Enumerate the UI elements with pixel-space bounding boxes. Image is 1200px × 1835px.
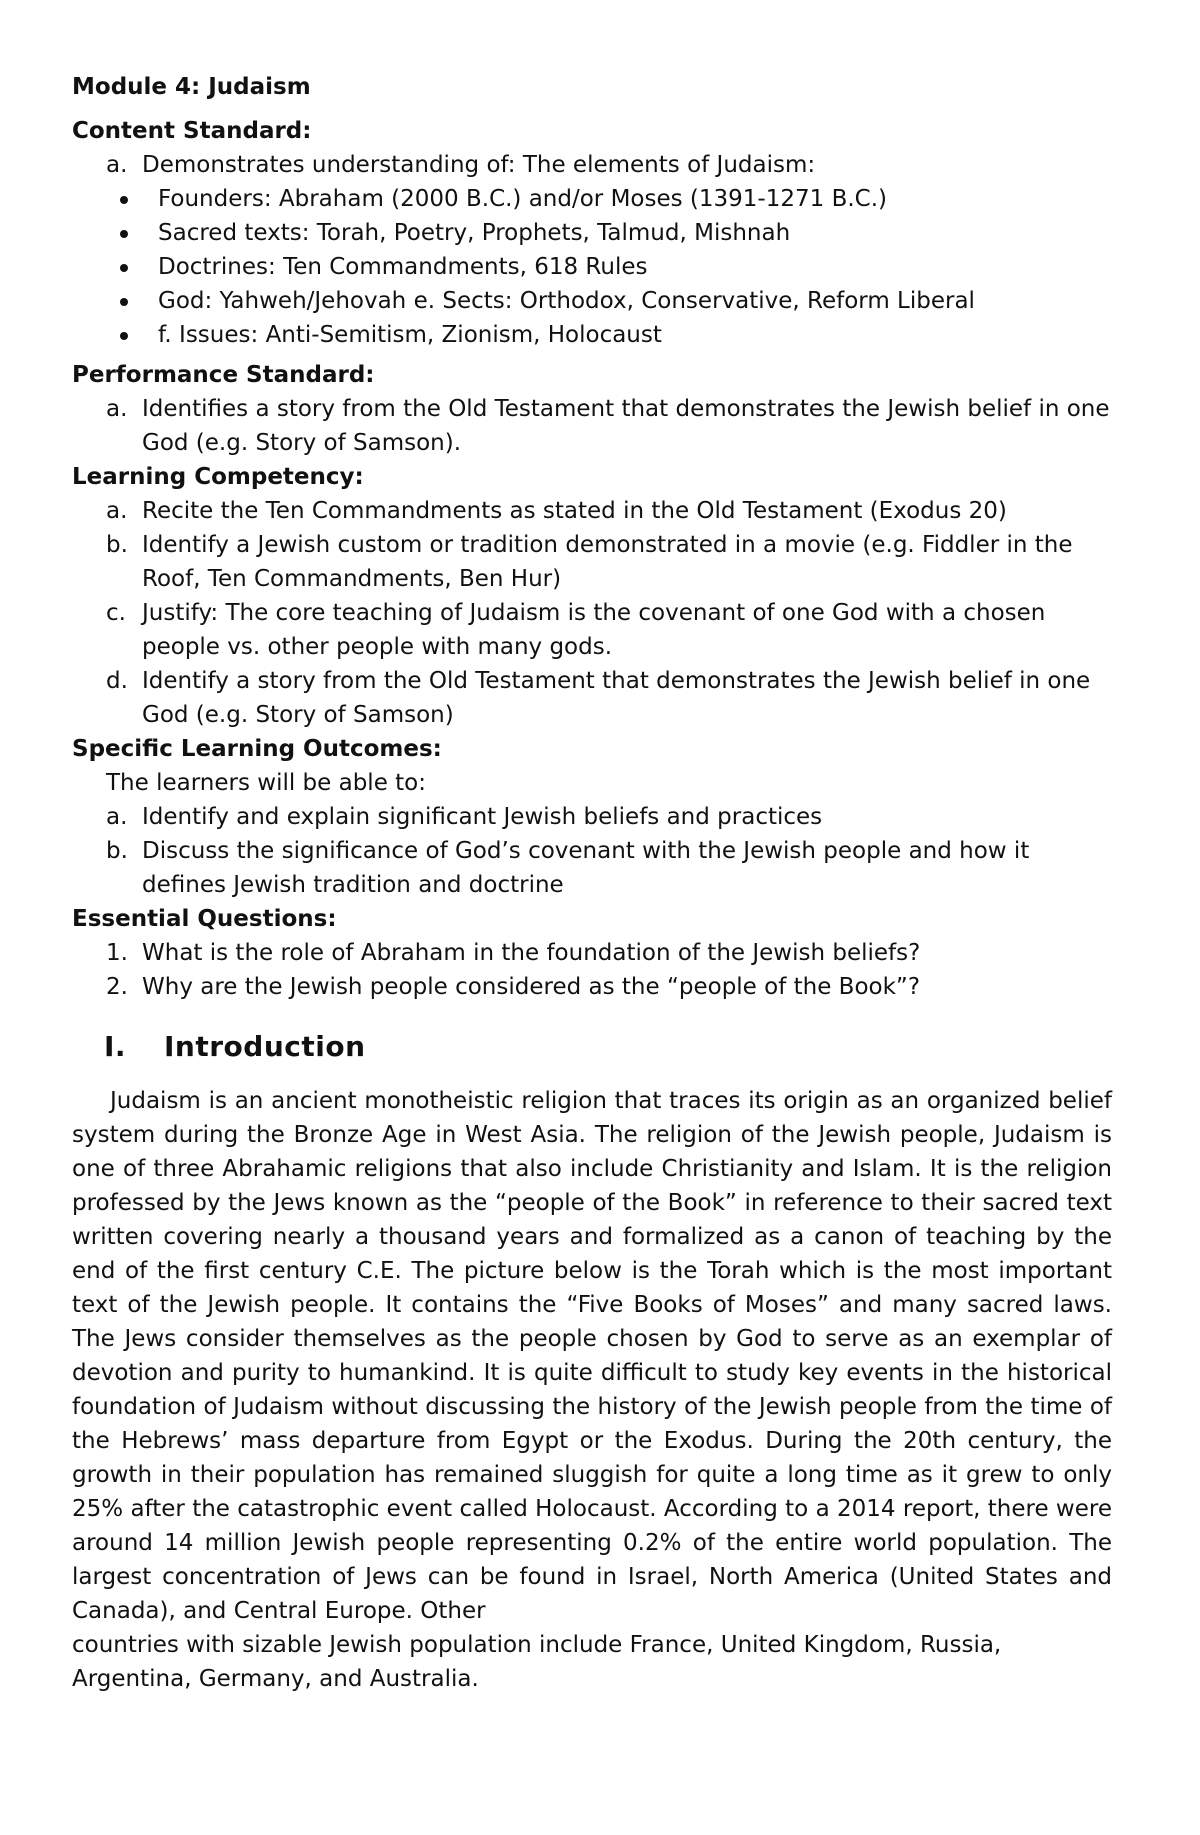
list-marker: 1.	[106, 940, 128, 966]
learning-competency-label: Learning Competency:	[72, 464, 364, 490]
list-marker: b.	[106, 532, 128, 558]
performance-standard-list	[72, 392, 1112, 460]
bullet-item	[112, 318, 1112, 352]
list-item-text: Identify a story from the Old Testament that demonstrates the Jewish belief in one God (e.g. Story of Samson)	[142, 668, 1091, 728]
list-item	[106, 834, 1112, 902]
bullet-item	[112, 216, 1112, 250]
content-standard-list	[72, 148, 1112, 182]
content-standard-bullets	[72, 182, 1112, 352]
list-marker: 2.	[106, 974, 128, 1000]
list-marker: a.	[106, 396, 128, 422]
list-marker: a.	[106, 152, 128, 178]
content-standard-label: Content Standard:	[72, 118, 312, 144]
list-item-text: Demonstrates understanding of: The elements of Judaism:	[142, 152, 816, 178]
list-item-text: Identify a Jewish custom or tradition demonstrated in a movie (e.g. Fiddler in the Roof, Ten Commandments, Ben Hur)	[142, 532, 1073, 592]
list-marker: d.	[106, 668, 128, 694]
essential-questions-list	[72, 936, 1112, 1004]
list-item-text: Identifies a story from the Old Testament that demonstrates the Jewish belief in one God (e.g. Story of Samson).	[142, 396, 1110, 456]
list-item-text: Justify: The core teaching of Judaism is the covenant of one God with a chosen people vs. other people with many gods.	[142, 600, 1046, 660]
list-item-text: Recite the Ten Commandments as stated in the Old Testament (Exodus 20)	[142, 498, 1007, 524]
list-marker: a.	[106, 498, 128, 524]
section-number: I.	[104, 1030, 127, 1063]
list-marker: a.	[106, 804, 128, 830]
bullet-text: Doctrines: Ten Commandments, 618 Rules	[158, 254, 648, 280]
list-marker: b.	[106, 838, 128, 864]
list-item	[106, 392, 1112, 460]
list-item	[106, 528, 1112, 596]
bullet-text: Founders: Abraham (2000 B.C.) and/or Moses (1391-1271 B.C.)	[158, 186, 888, 212]
list-item	[106, 936, 1112, 970]
list-item-text: Why are the Jewish people considered as the “people of the Book”?	[142, 974, 921, 1000]
list-item	[106, 970, 1112, 1004]
bullet-text: f. Issues: Anti-Semitism, Zionism, Holocaust	[158, 322, 662, 348]
section-title: Introduction	[164, 1030, 366, 1063]
essential-questions-label: Essential Questions:	[72, 906, 337, 932]
bullet-item	[112, 284, 1112, 318]
section-heading	[72, 1030, 1112, 1064]
list-item	[106, 664, 1112, 732]
document-body	[72, 70, 1112, 1696]
bullet-item	[112, 182, 1112, 216]
bullet-text: God: Yahweh/Jehovah e. Sects: Orthodox, Conservative, Reform Liberal	[158, 288, 975, 314]
bullet-icon	[120, 264, 128, 272]
list-item	[106, 494, 1112, 528]
learning-competency-list	[72, 494, 1112, 732]
bullet-text: Sacred texts: Torah, Poetry, Prophets, Talmud, Mishnah	[158, 220, 791, 246]
list-item	[106, 148, 1112, 182]
list-item-text: What is the role of Abraham in the foundation of the Jewish beliefs?	[142, 940, 921, 966]
bullet-item	[112, 250, 1112, 284]
list-marker: c.	[106, 600, 126, 626]
specific-outcomes-list	[72, 800, 1112, 902]
list-item-text: Discuss the significance of God’s covenant with the Jewish people and how it defines Jewish tradition and doctrine	[142, 838, 1030, 898]
introduction-paragraph	[72, 1084, 1112, 1628]
module-title: Module 4: Judaism	[72, 74, 311, 100]
list-item	[106, 596, 1112, 664]
specific-outcomes-intro: The learners will be able to:	[106, 770, 426, 796]
bullet-icon	[120, 196, 128, 204]
bullet-icon	[120, 230, 128, 238]
list-item-text: Identify and explain significant Jewish beliefs and practices	[142, 804, 823, 830]
bullet-icon	[120, 298, 128, 306]
introduction-continuation: countries with sizable Jewish population include France, United Kingdom, Russia, Argentina, Germany, and Australia.	[72, 1632, 1002, 1692]
introduction-text: Judaism is an ancient monotheistic religion that traces its origin as an organized belief system during the Bronze Age in West Asia. The religion of the Jewish people, Judaism is one of three Abrahamic religions that also include Christianity and Islam. It is the religion professed by the Jews known as the “people of the Book” in reference to their sacred text written covering nearly a thousand years and formalized as a canon of teaching by the end of the first century C.E. The picture below is the Torah which is the most important text of the Jewish people. It contains the “Five Books of Moses” and many sacred laws. The Jews consider themselves as the people chosen by God to serve as an exemplar of devotion and purity to humankind. It is quite difficult to study key events in the historical foundation of Judaism without discussing the history of the Jewish people from the time of the Hebrews’ mass departure from Egypt or the Exodus. During the 20th century, the growth in their population has remained sluggish for quite a long time as it grew to only 25% after the catastrophic event called Holocaust. According to a 2014 report, there were around 14 million Jewish people representing 0.2% of the entire world population. The largest concentration of Jews can be found in Israel, North America (United States and Canada), and Central Europe. Other	[72, 1088, 1112, 1624]
bullet-icon	[120, 332, 128, 340]
specific-outcomes-label: Specific Learning Outcomes:	[72, 736, 442, 762]
performance-standard-label: Performance Standard:	[72, 362, 375, 388]
list-item	[106, 800, 1112, 834]
